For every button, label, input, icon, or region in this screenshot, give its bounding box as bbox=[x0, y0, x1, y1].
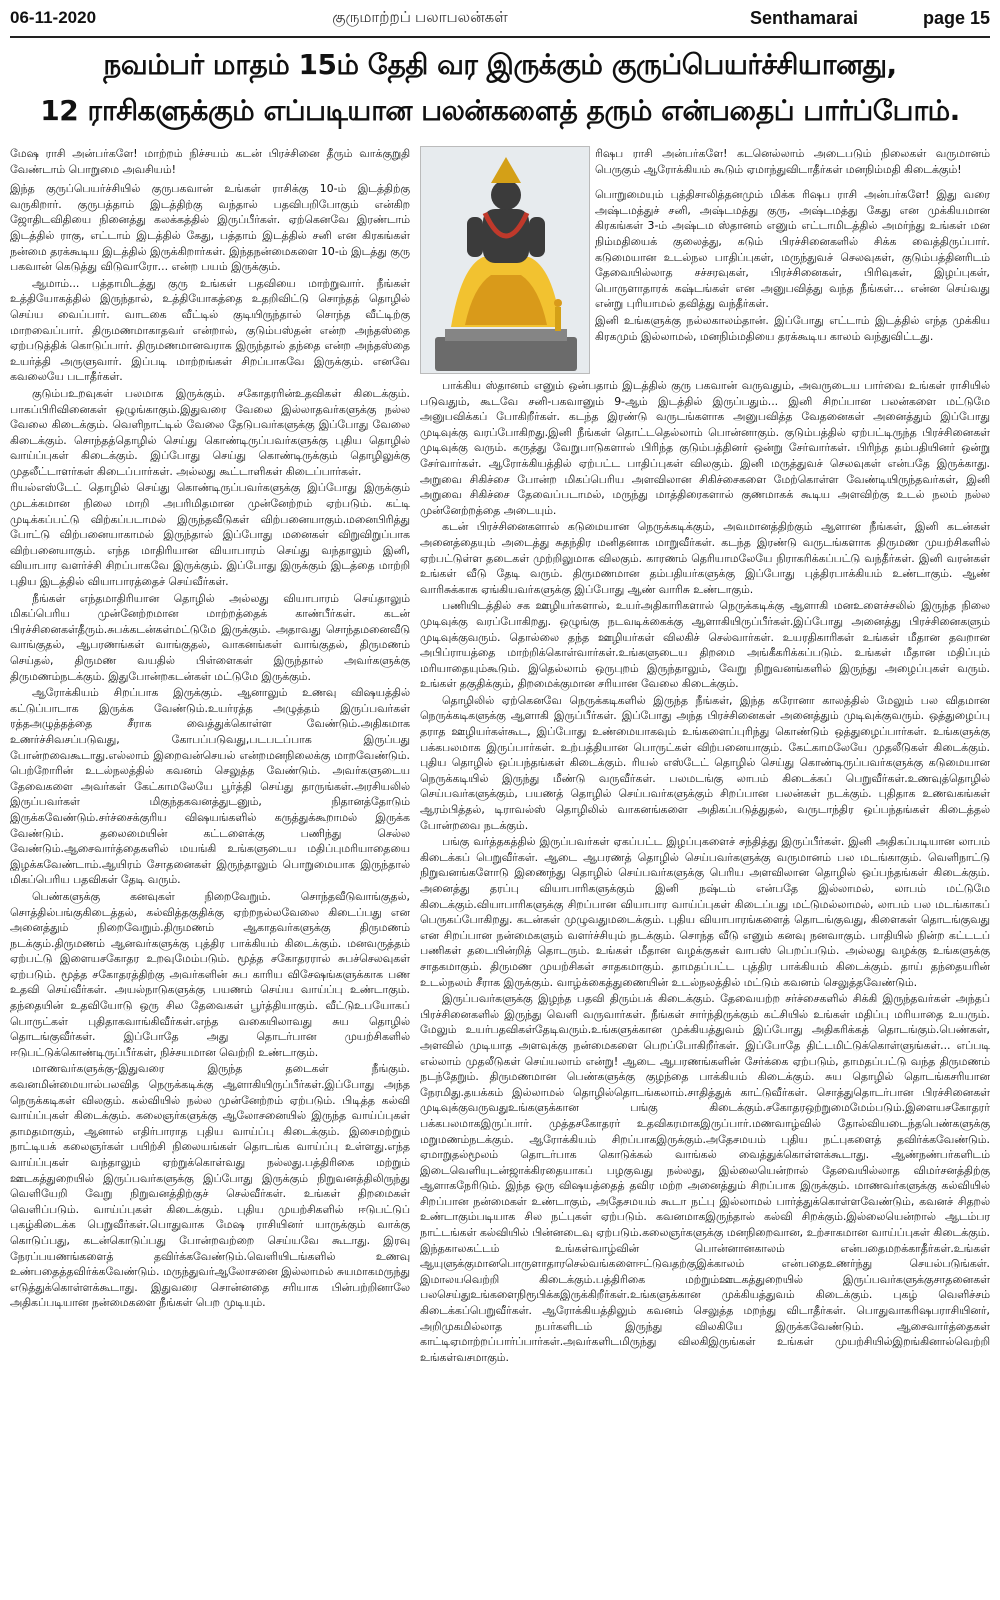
column-rishabha-bottom bbox=[420, 378, 990, 1366]
mesha-paragraph: நீங்கள் எந்தமாதிரியான தொழில் அல்லது வியாபாரம் செய்தாலும் மிகப்பெரிய முன்னேற்றமான மாற்றத்தைக் காண்பீர்கள். கடன் பிரச்சினைகள்தீரும்.சுபக்கடன்கள்மட்டுமே இருக்கும். அதாவது சொந்தமனைவீடு வாங்குதல், ஆபரணங்கள் வாங்குதல், வாகனங்கள் வாங்குதல், திருமணம் செய்தல், திருமண வயதில் பிள்ளைகள் இருந்தால் அவர்களுக்கு திருமணம்நடக்கும். இதுபோன்றகடன்கள் மட்டுமே இருக்கும். bbox=[10, 591, 410, 683]
guru-deity-image bbox=[420, 146, 590, 374]
headline-line-1: நவம்பர் மாதம் 15ம் தேதி வர இருக்கும் குருப்பெயர்ச்சியானது, bbox=[103, 48, 897, 81]
mesha-paragraph: குடும்பஉறவுகள் பலமாக இருக்கும். சகோதரரின்உதவிகள் கிடைக்கும். பாகப்பிரிவினைகள் ஒழுங்காகும்.இதுவரை வேலை இல்லாதவர்களுக்கு நல்ல வேலை கிடைக்கும். வெளிநாட்டில் வேலை தேடுபவர்களுக்கு இப்போது வேலை கிடைக்கும். சொந்தத்தொழில் செய்து கொண்டிருப்பவர்களுக்கு புதிய தொழில் வாய்ப்புகள் கிடைக்கும். இப்போது செய்து கொண்டிருக்கும் தொழிலுக்கு முதலீட்டாளர்கள் கிடைப்பார்கள். அல்லது கூட்டாளிகள் கிடைப்பார்கள். bbox=[10, 386, 410, 478]
rishabha-paragraph: பங்கு வர்த்தகத்தில் இருப்பவர்கள் ஏகப்பட்ட இழப்புகளைச் சந்தித்து இருப்பீர்கள். இனி அதிகப்படியான லாபம் கிடைக்கப் பெறுவீர்கள். ஆடை ஆபரணத் தொழில் செய்பவர்களுக்கு வருமானம் பல மடங்காகும். வெளிநாட்டு நிறுவனங்களோடு இணைந்து தொழில் செய்பவர்களுக்கு பெரிய அளவிலான தொழில் ஒப்பந்தங்கள் கிடைக்கும். அனைத்து தரப்பு வியாபாரிகளுக்கும் இனி நஷ்டம் என்பதே இல்லாமல், லாபம் மட்டுமே கிடைக்கும்.வியாபாரிகளுக்கு சிறப்பான வியாபார வாய்ப்புகள் கிடைப்பது மட்டுமல்லாமல், லாபம் பல மடங்காகப் பெருகப்போகிறது. கடன்கள் முழுவதுமடைக்கும். புதிய வியாபாரங்களைத் தொடங்குவது, கிளைகள் தொடங்குவது என சிறப்பான நன்மைகளும் வளர்ச்சியும் நடக்கும். சொந்த வீடு எனும் கனவு நனவாகும். பாதியில் நின்ற கட்டடப் பணிகள் தடையின்றித் தொடரும். உங்கள் மீதான வழக்குகள் வாபஸ் பெறப்படும். அல்லது வழக்கு உங்களுக்கு சாதகமாகும். திருமண முயற்சிகள் சாதகமாகும். தாமதப்பட்ட புத்திர பாக்கியம் கிடைக்கும். தாய் தந்தையரின் உடல்நலம் சீராக இருக்கும். வாழ்க்கைத்துணையின் உடல்நலத்தில் மட்டும் கவனம் செலுத்தவேண்டும். bbox=[420, 835, 990, 989]
stone-pedestal bbox=[435, 337, 577, 371]
page-header bbox=[10, 0, 990, 38]
column-mesha bbox=[10, 146, 410, 1312]
rishabha-paragraph: இனி உங்களுக்கு நல்லகாலம்தான். இப்போது எட்டாம் இடத்தில் எந்த முக்கிய கிரகமும் இல்லாமல், மனநிம்மதியை தரக்கூடிய காலம் வந்துவிட்டது. bbox=[595, 313, 990, 343]
guru-deity-illustration bbox=[421, 147, 590, 374]
rishabha-paragraph: பணியிடத்தில் சக ஊழியர்களால், உயர்அதிகாரிகளால் நெருக்கடிக்கு ஆளாகி மனஉளைச்சலில் இருந்த நிலை முடிவுக்கு வரப்போகிறது. ஒழுங்கு நடவடிக்கைக்கு ஆளாகியிருப்பீர்கள்.இப்போது அனைத்து பிரச்சினைகளும் முடிவுக்குவரும். தொல்லை தந்த ஊழியர்கள் விலகிச் செல்வார்கள். உயரதிகாரிகள் உங்கள் மீதான தவறான அபிப்ராயத்தை மாற்றிக்கொள்வார்கள்.உங்களுடைய திறமை அங்கீகரிக்கப்படும். உங்கள் மீதான மதிப்பும் மரியாதையும்கூடும். இதெல்லாம் ஒருபுறம் இருந்தாலும், வேறு நிறுவனங்களில் இருந்து அழைப்புகள் வரும். உங்கள் தகுதிக்கும், திறமைக்குமான சரியான வேலை கிடைக்கும். bbox=[420, 599, 990, 691]
lamp-flame bbox=[554, 299, 562, 307]
mesha-paragraph: இந்த குருப்பெயர்ச்சியில் குருபகவான் உங்கள் ராசிக்கு 10-ம் இடத்திற்கு வருகிறார். குருபத்தாம் இடத்திற்கு வந்தால் பதவிபறிபோகும் என்கிற ஜோதிடவிதியை நினைத்து கலக்கத்தில் இருப்பீர்கள். ஏற்கெனவே இரண்டாம் இடத்தில் ராகு, எட்டாம் இடத்தில் கேது, பத்தாம் இடத்தில் சனி என கிரகங்கள் நன்மை தரக்கூடிய இடத்தில் இருக்கிறார்கள். இந்தநன்மைகளை 10-ம் இடத்து குரு பகவான் கெடுத்து விடுவாரோ... என்ற பயம் இருக்கும். bbox=[10, 182, 410, 274]
right-arm bbox=[529, 217, 545, 257]
mesha-paragraph: ரியல்எஸ்டேட் தொழில் செய்து கொண்டிருப்பவர்களுக்கு இப்போது இருக்கும் முடக்கமான நிலை மாறி அபரிமிதமான முன்னேற்றம் ஏற்படும். கட்டி முடிக்கப்பட்டு விற்கப்படாமல் இருந்தவீடுகள் விற்பனையாகும்.மனைபிரித்து போட்டு விற்பனையாகாமல் இருந்தால் இப்போது மனைகள் விறுவிறுப்பாக விற்பனையாகும். எந்த மாதிரியான வியாபாரம் செய்து வந்தாலும் இனி, வியாபார வளர்ச்சி சிறப்பாகவே இருக்கும். இப்போது இருக்கும் இடத்தை மாற்றி புதிய இடத்தில் வியாபாரத்தைச் செய்வீர்கள். bbox=[10, 481, 410, 589]
rishabha-lead: ரிஷப ராசி அன்பர்களே! கடனெல்லாம் அடைபடும் நிலைகள் வருமானம் பெருகும் ஆரோக்கியம் கூடும் ஏமாந்துவிடாதீர்கள் மனநிம்மதி கிடைக்கும்! bbox=[595, 147, 990, 176]
mesha-paragraph: ஆமாம்... பத்தாமிடத்து குரு உங்கள் பதவியை மாற்றுவார். நீங்கள் உத்தியோகத்தில் இருந்தால், உத்தியோகத்தை உதறிவிட்டு சொந்தத் தொழில் செய்ய வைப்பார். வாடகை வீட்டில் குடியிருந்தால் சொந்த வீட்டிற்கு மாறவைப்பார். திருமணமாகாதவர் என்றால், குடும்பஸ்தன் என்ற அந்தஸ்தை ஏற்படுத்திக் கொடுப்பார். திருமணமானவராக இருந்தால் தந்தை என்ற அந்தஸ்தை உயர்த்தி அருளுவார். இப்படி மாற்றங்கள் சிறப்பாகவே இருக்கும். எனவே கவலையே படாதீர்கள். bbox=[10, 276, 410, 384]
header-date: 06-11-2020 bbox=[10, 8, 97, 27]
mesha-lead: மேஷ ராசி அன்பர்களே! மாற்றம் நிச்சயம் கடன் பிரச்சினை தீரும் வாக்குறுதி வேண்டாம் பொறுமை அவசியம்! bbox=[10, 147, 410, 176]
headline-line-2: 12 ராசிகளுக்கும் எப்படியான பலன்களைத் தரும் என்பதைப் பார்ப்போம். bbox=[40, 94, 960, 127]
header-section-title: குருமாற்றப் பலாபலன்கள் bbox=[332, 8, 508, 26]
mesha-paragraph: பெண்களுக்கு கனவுகள் நிறைவேறும். சொந்தவீடுவாங்குதல், சொத்தில்பங்குகிடைத்தல், கல்வித்தகுதிக்கு ஏற்றநல்லவேலை கிடைப்பது என அனைத்தும் நிறைவேறும்.திருமணம் ஆகாதவர்களுக்கு திருமணம் நடக்கும்.திருமணம் ஆனவர்களுக்கு புத்திர பாக்கியம் கிடைக்கும். மனவருத்தம் ஏற்பட்டு இளையசகோதர உறவுமேம்படும். மூத்த சகோதரரால் சுபச்செலவுகள் ஏற்படும். மூத்த சகோதரத்திற்கு அவர்களின் சுப காரிய விசேஷங்களுக்காக பண உதவி செய்வீர்கள். அயல்நாடுகளுக்கு பயணம் செய்ய வாய்ப்பு உண்டாகும். தந்தையின் உதவியோடு ஒரு சில தேவைகள் பூர்த்தியாகும். வீட்டுஉபயோகப் பொருட்கள் புதிதாகவாங்கிவீர்கள்.எந்த வகையிலாவது சுய தொழில் தொடங்குவீர்கள். இப்போதே அது தொடர்பான முயற்சிகளில் ஈடுபட்டுக்கொண்டிருப்பீர்கள், நிச்சயமான வெற்றி உண்டாகும். bbox=[10, 889, 410, 1059]
rishabha-paragraph: பொறுமையும் புத்திசாலித்தனமும் மிக்க ரிஷப ராசி அன்பர்களே! இது வரை அஷ்டமத்துச் சனி, அஷ்டமத்து குரு, அஷ்டமத்து கேது என முக்கியமான கிரகங்கள் 3-ம் அஷ்டம ஸ்தானம் எனும் எட்டாமிடத்தில் அமர்ந்து உங்கள் மன நிம்மதியைக் குலைத்து, கடும் பிரச்சினைகளில் சிக்க வைத்திருப்பார். கடுமையான உடல்நல பாதிப்புகள், மருந்துவச் செலவுகள், குடும்பத்தினரிடம் தேவையில்லாத சச்சரவுகள், பிரச்சினைகள், பிரிவுகள், இழப்புகள், பொருளாதாரக் கஷ்டங்கள் என அனுபவித்து வந்த நீங்கள்... என்ன செய்வது என்று புரியாமல் தவித்து வந்தீர்கள். bbox=[595, 188, 990, 311]
rishabha-paragraph: தொழிலில் ஏற்கெனவே நெருக்கடிகளில் இருந்த நீங்கள், இந்த கரோனா காலத்தில் மேலும் பல விதமான நெருக்கடிகளுக்கு ஆளாகி இருப்பீர்கள். இப்போது அந்த பிரச்சினைகள் அனைத்தும் முடிவுக்குவரும். ஒத்துழைப்பு தராத ஊழியர்கள்கூட, இப்போது உண்மையாகவும் உங்களைப்புரிந்து கொண்டும் ஒத்துழைப்பார்கள். உங்களுக்கு பக்கபலமாக இருப்பார்கள். உற்பத்தியான பொருட்கள் விற்பனையாகும். கேட்காமலேயே முதலீடுகள் கிடைக்கும். புதிய தொழில் ஒப்பந்தங்கள் கிடைக்கும். ரியல் எஸ்டேட் தொழில் செய்து கொண்டிருப்பவர்களுக்கு கடுமையான நெருக்கடியில் இருந்து மீண்டு வருவீர்கள். பலமடங்கு லாபம் கிடைக்கப் பெறுவீர்கள்.உணவுத்தொழில் செய்பவர்களுக்கும், பயணத் தொழில் செய்பவர்களுக்கும் சிறப்பான பலன்கள் நடக்கும். புதிதாக உணவகங்கள் ஆரம்பித்தல், டிராவல்ஸ் தொழிலில் வாகனங்களை அதிகப்படுத்துதல், வருடாந்திர ஒப்பந்தங்கள் கிடைத்தல் போன்றவை நடக்கும். bbox=[420, 693, 990, 832]
mesha-paragraph: ஆரோக்கியம் சிறப்பாக இருக்கும். ஆனாலும் உணவு விஷயத்தில் கட்டுப்பாடாக இருக்க வேண்டும்.உயர்ரத்த அழுத்தம் இருப்பவர்கள் ரத்தஅழுத்தத்தை சீராக வைத்துக்கொள்ள வேண்டும்.அதிகமாக உணர்ச்சிவசப்படுவது, கோபப்படுவது,படபடப்பாக இருப்பது போன்றவைகூடாது.எல்லாம் இறைவன்செயல் என்றமனநிலைக்கு மாறவேண்டும். பெற்றோரின் உடல்நலத்தில் கவனம் செலுத்த வேண்டும். அவர்களுடைய தேவைகளை அவர்கள் கேட்காமலேயே பூர்த்தி செய்து தாருங்கள்.அரசியலில் இருப்பவர்கள் மிகுந்தகவனத்துடனும், நிதானத்தோடும் இருக்கவேண்டும்.சர்ச்சைக்குரிய விஷயங்களில் கருத்துக்கூறாமல் இருக்க வேண்டும். தலைமையின் கட்டளைக்கு பணிந்து செல்ல வேண்டும்.ஆசைவார்த்தைகளில் மயங்கி உங்களுடைய மதிப்புமரியாதையை இழக்கவேண்டாம்.ஆயிரம் சோதனைகள் இருந்தாலும் பொறுமையாக இருந்தால் மிகப்பெரிய பதவிகள் தேடி வரும். bbox=[10, 686, 410, 887]
deity-head bbox=[491, 180, 521, 210]
pedestal-top bbox=[445, 329, 567, 341]
rishabha-paragraph: இருப்பவர்களுக்கு இழந்த பதவி திரும்பக் கிடைக்கும். தேவையற்ற சர்ச்சைகளில் சிக்கி இருந்தவர்கள் அந்தப் பிரச்சினைகளில் இருந்து வெளி வருவார்கள். நீங்கள் சார்ந்திருக்கும் கட்சியில் உங்கள் மதிப்பு மரியாதை உயரும். மேலும் உயர்பதவிகள்தேடிவரும்.உங்களுக்கான முக்கியத்துவம் இப்போது அதிகரிக்கத் தொடங்கும்.பெண்கள், அளவில் முடியாத அளவுக்கு நன்மைகளை பெறப்போகிறீர்கள். இப்போதே திட்டமிட்டுக்கொள்ளுங்கள்... எப்படி எல்லாம் முதலீடுகள் செய்யலாம் என்று! ஆடை ஆபரணங்களின் சேர்க்கை ஏற்படும், தாமதப்பட்டு வந்த திருமணம் நடந்தேறும். திருமணமான பெண்களுக்கு குழந்தை பாக்கியம் கிடைக்கும். சுய தொழில் தொடங்கசரியான நேரமிது.தயக்கம் இல்லாமல் தொழில்தொடங்கலாம்.சாதித்துக் காட்டுவீர்கள். சொத்துதொடர்பான பிரச்சினைகள் முடிவுக்குவருவதுஉங்களுக்கான பங்கு கிடைக்கும்.சகோதரஒற்றுமைமேம்படும்.இளையசகோதரர் பக்கபலமாகஇருப்பார். முத்தசகோதரர் உதவிகரமாகஇருப்பார்.மணவாழ்வில் தோல்வியடைந்தபெண்களுக்கு மறுமணம்நடக்கும். ஆரோக்கியம் சிறப்பாகஇருக்கும்.அதேசமயம் புதிய நட்புகளைத் தவிர்க்கவேண்டும். ஏமாறுதல்மூலம் தொடர்பாக கொடுக்கல் வாங்கல் வைத்துக்கொள்ளக்கூடாது. ஆண்நண்பர்களிடம் இடைவெளியுடன்ஜாக்கிரதையாகப் பழகுவது நல்லது, இல்லையென்றால் தேவையில்லாத விமர்சனத்திற்கு ஆளாகநேரிடும். இந்த ஒரு விஷயத்தைத் தவிர மற்ற அனைத்தும் சிறப்பாக இருக்கும். மாணவர்களுக்கு கல்வியில் சிறப்பான நன்மைகள் உண்டாகும், அதேசமயம் கூடா நட்பு இல்லாமல் பார்த்துக்கொள்ளவேண்டும், கவனச் சிதறல் உண்டாகும்படியாக சில நட்புகள் ஏற்படும். கவனமாகஇருந்தால் கல்வி சிறக்கும்.இல்லையென்றால் ஆடம்பர நாட்டங்கள் கல்வியில் பின்னடைவு ஏற்படும்.கலைஞர்களுக்கு மனநிறைவான, உற்சாகமான வாய்ப்புகள் கிடைக்கும். இந்தகாலகட்டம் உங்கள்வாழ்வின் பொன்னானகாலம் என்பதைமறக்காதீர்கள்.உங்கள் ஆயுளுக்குமானபொருளாதாரசெல்வங்களைஈட்டுவதற்குஇக்காலம் என்பதைஉணர்ந்து செயல்படுங்கள். இமாலயவெற்றி கிடைக்கும்.பத்திரிகை மற்றும்ஊடகத்துறையில் இருப்பவர்களுக்குசாதனைகள் பலசெய்துஉங்களைநிரூபிக்கஇருக்கிறீர்கள்.உங்களுக்கான முக்கியத்துவம் கிடைக்கும். புகழ் வெளிச்சம் கிடைக்கப்பெறுவீர்கள். ஆரோக்கியத்திலும் கவனம் செலுத்த மறந்து விடாதீர்கள். பொதுவாகரிஷபராசியினர், அறிமுகமில்லாத நபர்களிடம் இருந்து விலகியே இருக்கவேண்டும். ஆசைவார்த்தைகள் காட்டிஏமாற்றப்பார்ப்பார்கள்.அவர்களிடமிருந்து விலகிஇருங்கள் உங்கள் முயற்சியில்இறங்கினால்வெற்றி உங்கள்வசமாகும். bbox=[420, 992, 990, 1364]
article-body bbox=[10, 146, 990, 1594]
brass-lamp bbox=[555, 307, 561, 331]
header-brand: Senthamarai bbox=[750, 7, 859, 28]
rishabha-paragraph: கடன் பிரச்சினைகளால் கடுமையான நெருக்கடிக்கும், அவமானத்திற்கும் ஆளான நீங்கள், இனி கடன்கள் அனைத்தையும் அடைத்து சுதந்திர மனிதனாக மாறுவீர்கள். கடந்த இரண்டு வருடங்களாக திருமண முயற்சிகளில் ஏற்பட்டுள்ள தடைகள் முற்றிலுமாக விலகும். காரணம் தெரியாமலேயே நிராகரிக்கப்பட்டு வந்தீர்கள். இனி வரன்கள் உங்கள் வீடு தேடி வரும். திருமணமான தம்பதியர்களுக்கு இப்போது புத்திரபாக்கியம் உண்டாகும். ஆண் வாரிசுக்காக ஏங்கியவர்களுக்கு இப்போது ஆண் வாரிசு உண்டாகும். bbox=[420, 520, 990, 596]
rishabha-paragraph: பாக்கிய ஸ்தானம் எனும் ஒன்பதாம் இடத்தில் குரு பகவான் வருவதும், அவருடைய பார்வை உங்கள் ராசியில் படுவதும், கூடவே சனி-பகவானும் 9-ஆம் இடத்தில் இருப்பதும்... இனி சிறப்பான பலன்களை மட்டுமே அனுபவிக்கப் போகிறீர்கள். கடந்த இரண்டு வருடங்களாக அனுபவித்த வேதனைகள் அனைத்தும் இப்போது முடிவுக்கு வரப்போகிறது.இனி நீங்கள் தொட்டதெல்லாம் பொன்னாகும். குடும்பத்தில் ஏற்பட்டிருந்த பிரச்சினைகள் முடிவுக்கு வரும். கருத்து வேறுபாடுகளால் பிரிந்த குடும்பத்தினர் ஒன்று சேர்வார்கள். பிரிந்த தம்பதியினர் ஒன்று சேர்வார்கள். ஆரோக்கியத்தில் ஏற்பட்ட பாதிப்புகள் விலகும். இனி மருத்துவச் செலவுகள் என்பதே இருக்காது. அறுவை சிகிச்சை போன்ற மிகப்பெரிய அளவிலான சிகிச்சைகளை மேற்கொள்ள வேண்டியிருந்தவர்கள், இனி அறுவை சிகிச்சை தேவைப்படாமல், மருந்து மாத்திரைகளால் குணமாகக் கூடிய அளவிற்கு உடல் நலம் நல்ல முன்னேற்றத்தை அடையும். bbox=[420, 379, 990, 517]
column-rishabha-top bbox=[595, 146, 990, 345]
left-arm bbox=[467, 217, 483, 257]
mesha-paragraph: மாணவர்களுக்கு-இதுவரை இருந்த தடைகள் நீங்கும். கவனமின்மையால்பலவித நெருக்கடிக்கு ஆளாகியிருப்பீர்கள்.இப்போது அந்த நெருக்கடிகள் விலகும். கல்வியில் நல்ல முன்னேற்றம் ஏற்படும். பிடித்த கல்வி வாய்ப்புகள் கிடைக்கும். கலைஞர்களுக்கு ஆலோசனையில் இருந்த வாய்ப்புகள் தாமதமாகும், ஆனால் எதிர்பாராத புதிய வாய்ப்பு கிடைக்கும். இசைமற்றும் நாட்டியக் கலைஞர்கள் பயிற்சி நிலையங்கள் தொடங்க வாய்ப்பு உள்ளது.எந்த வாய்ப்புகள் வந்தாலும் ஏற்றுக்கொள்வது நல்லது.பத்திரிகை மற்றும் ஊடகத்துறையில் இருப்பவர்களுக்கு இப்போது இருக்கும் நிறுவனத்திலிருந்து வெளியேறி வேறு நிறுவனத்திற்குச் செல்வீர்கள். உங்கள் திறமைகள் வெளிப்படும். வாய்ப்புகள் கிடைக்கும். புதிய முயற்சிகளில் ஈடுபட்டுப் புகழ்கிடைக்க பெறுவீர்கள்.பொதுவாக மேஷ ராசியினர் யாருக்கும் வாக்கு கொடுப்பது, கடன்கொடுப்பது போன்றவற்றை செய்யவே கூடாது. இரவு நேரப்பயணங்களைத் தவிர்க்கவேண்டும்.வெளியிடங்களில் உணவு உண்பதைத்தவிர்க்கவேண்டும். மருந்துவர்ஆலோசனை இல்லாமல் சுயமாகமருந்து எடுத்துக்கொள்ளக்கூடாது. இதுவரை சொன்னதை சரியாக பின்பற்றினாலே அதிகப்படியான நன்மைகளை நீங்கள் பெற முடியும். bbox=[10, 1062, 410, 1310]
header-page-number: page 15 bbox=[922, 7, 990, 28]
headline bbox=[10, 38, 990, 134]
